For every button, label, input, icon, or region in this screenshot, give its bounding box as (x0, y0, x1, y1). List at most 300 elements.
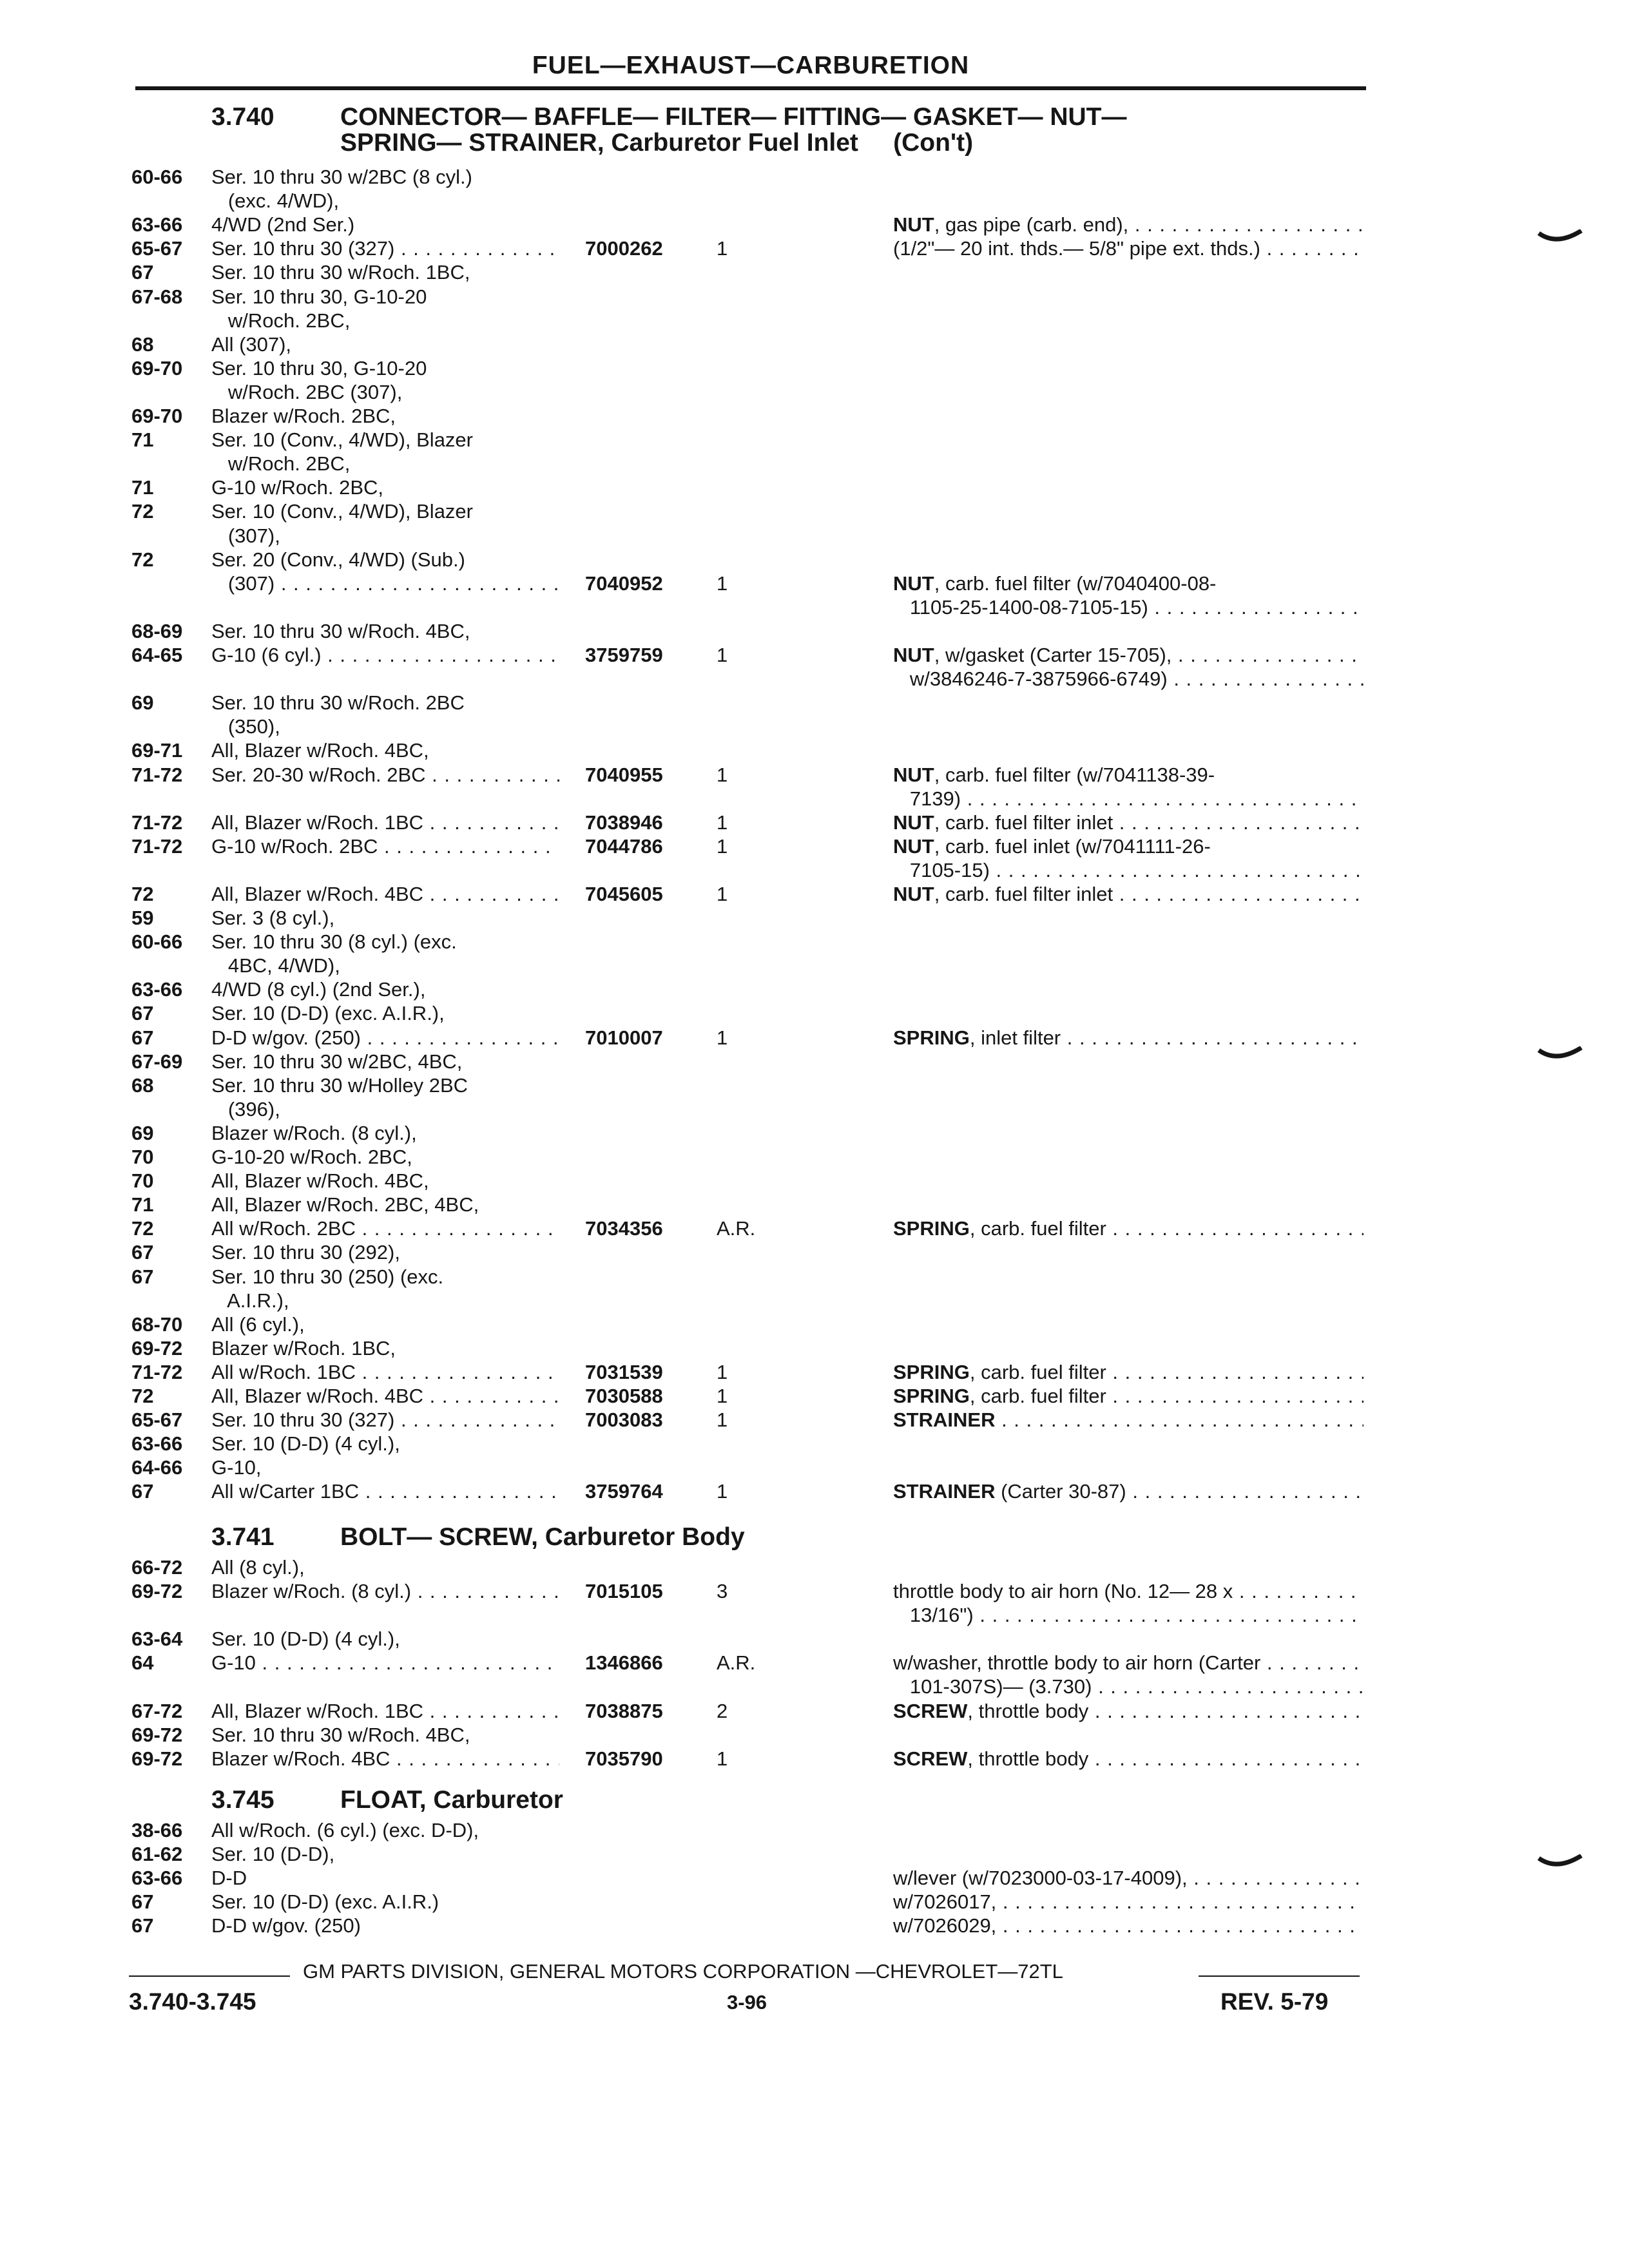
part-description (893, 1579, 1364, 1603)
usage-text: Ser. 20 (Conv., 4/WD) (Sub.) (211, 548, 465, 571)
table-row (0, 1675, 1629, 1698)
usage-text: All, Blazer w/Roch. 4BC (211, 883, 424, 905)
footer-corporation: GM PARTS DIVISION, GENERAL MOTORS CORPORATION —CHEVROLET—72TL (303, 1960, 1063, 1983)
part-detail: 101-307S)— (3.730) (893, 1675, 1092, 1698)
footer-rule-left (129, 1975, 290, 1977)
usage-description (211, 1312, 559, 1336)
part-description (893, 1384, 1364, 1408)
part-detail: w/washer, throttle body to air horn (Carter (893, 1651, 1261, 1674)
part-name: NUT (893, 835, 934, 858)
footer-page-number: 3-96 (727, 1991, 767, 2013)
year-range: 68 (131, 333, 154, 356)
table-row (0, 1169, 1629, 1193)
year-range: 67 (131, 1914, 154, 1937)
part-description (893, 1026, 1364, 1050)
table-row (0, 165, 1629, 189)
table-row (0, 572, 1629, 595)
section-title-line-2: SPRING— STRAINER, Carburetor Fuel Inlet (Con't) (340, 129, 974, 157)
part-description (893, 763, 1364, 787)
part-number: 3759764 (585, 1480, 663, 1503)
usage-text: G-10-20 w/Roch. 2BC, (211, 1146, 412, 1168)
usage-text: Ser. 10 thru 30 w/Holley 2BC (211, 1074, 468, 1097)
usage-text: A.I.R.), (211, 1289, 289, 1312)
year-range: 68 (131, 1074, 154, 1097)
year-range: 72 (131, 500, 154, 523)
usage-text: 4/WD (2nd Ser.) (211, 213, 355, 236)
part-detail: w/lever (w/7023000-03-17-4009), (893, 1867, 1188, 1889)
year-range: 63-66 (131, 1432, 183, 1455)
part-name: STRAINER (893, 1408, 996, 1431)
year-range: 71-72 (131, 835, 183, 858)
usage-text: 4BC, 4/WD), (211, 954, 340, 977)
year-range: 71 (131, 1193, 154, 1216)
usage-description (211, 882, 559, 906)
year-range: 72 (131, 548, 154, 571)
usage-description (211, 1097, 559, 1121)
usage-text: (307) (211, 572, 275, 595)
usage-description (211, 572, 559, 595)
quantity: 1 (717, 883, 728, 905)
table-row (0, 236, 1629, 260)
usage-text: Ser. 10 thru 30 (327) (211, 237, 395, 260)
part-description (893, 1360, 1364, 1384)
usage-text: Ser. 10 thru 30 w/Roch. 2BC (211, 691, 465, 714)
quantity: 3 (717, 1580, 728, 1602)
usage-description (211, 1479, 559, 1503)
usage-description (211, 619, 559, 643)
usage-text: All (8 cyl.), (211, 1556, 305, 1579)
table-row (0, 1555, 1629, 1579)
part-detail: , throttle body (967, 1747, 1089, 1770)
year-range: 68-69 (131, 620, 183, 642)
usage-description (211, 452, 559, 476)
table-row (0, 619, 1629, 643)
table-row (0, 1384, 1629, 1408)
part-name: NUT (893, 883, 934, 905)
usage-description (211, 1651, 559, 1675)
table-row (0, 1699, 1629, 1723)
table-row (0, 1914, 1629, 1937)
part-name: SPRING (893, 1217, 970, 1240)
usage-description (211, 1026, 559, 1050)
section-title: BOLT— SCREW, Carburetor Body (340, 1523, 745, 1551)
table-row (0, 1265, 1629, 1289)
usage-text: All, Blazer w/Roch. 4BC, (211, 739, 429, 762)
part-number: 7030588 (585, 1385, 663, 1407)
usage-description (211, 1289, 559, 1312)
usage-text: G-10 w/Roch. 2BC, (211, 476, 384, 499)
usage-text: Blazer w/Roch. 2BC, (211, 405, 396, 427)
usage-description (211, 1747, 559, 1771)
part-detail: (1/2"— 20 int. thds.— 5/8" pipe ext. thds.) (893, 237, 1260, 260)
year-range: 69-70 (131, 405, 183, 427)
usage-text: Ser. 10 (D-D), (211, 1843, 335, 1865)
part-number: 7040952 (585, 572, 663, 595)
part-detail: , carb. fuel filter inlet (934, 883, 1113, 905)
usage-text: D-D w/gov. (250) (211, 1026, 361, 1049)
usage-text: w/Roch. 2BC, (211, 452, 351, 475)
usage-description (211, 1555, 559, 1579)
year-range: 67-69 (131, 1050, 183, 1073)
usage-text: All, Blazer w/Roch. 1BC (211, 811, 424, 834)
part-detail: throttle body to air horn (No. 12— 28 x (893, 1580, 1233, 1602)
usage-description (211, 811, 559, 834)
usage-text: Ser. 10 thru 30 w/2BC, 4BC, (211, 1050, 463, 1073)
part-description (893, 834, 1364, 858)
table-row (0, 1216, 1629, 1240)
usage-description (211, 309, 559, 332)
usage-description (211, 1723, 559, 1747)
year-range: 67-72 (131, 1700, 183, 1722)
table-row (0, 380, 1629, 404)
part-name: NUT (893, 572, 934, 595)
table-row (0, 548, 1629, 572)
usage-text: Ser. 10 (Conv., 4/WD), Blazer (211, 500, 473, 523)
usage-description (211, 1216, 559, 1240)
margin-tick-icon (1537, 1046, 1583, 1064)
part-number: 1346866 (585, 1651, 663, 1674)
usage-text: Blazer w/Roch. 4BC (211, 1747, 390, 1770)
part-detail: w/7026017, (893, 1890, 997, 1913)
quantity: 1 (717, 1361, 728, 1383)
year-range: 67 (131, 1265, 154, 1288)
table-row (0, 787, 1629, 811)
section-title-line-1: CONNECTOR— BAFFLE— FILTER— FITTING— GASKET— NUT— (340, 103, 1127, 131)
year-range: 71-72 (131, 811, 183, 834)
part-number: 7003083 (585, 1408, 663, 1431)
part-number: 3759759 (585, 644, 663, 666)
table-row (0, 404, 1629, 428)
year-range: 71-72 (131, 764, 183, 786)
table-row (0, 213, 1629, 236)
usage-description (211, 476, 559, 499)
year-range: 71 (131, 476, 154, 499)
usage-text: All, Blazer w/Roch. 1BC (211, 1700, 424, 1722)
usage-description (211, 1384, 559, 1408)
table-row (0, 1050, 1629, 1073)
table-row (0, 1193, 1629, 1216)
table-row (0, 834, 1629, 858)
year-range: 69 (131, 1122, 154, 1144)
page-title: FUEL—EXHAUST—CARBURETION (532, 52, 970, 79)
table-row (0, 1456, 1629, 1479)
year-range: 64 (131, 1651, 154, 1674)
quantity: 1 (717, 1480, 728, 1503)
table-row (0, 1818, 1629, 1842)
part-description (893, 213, 1364, 236)
table-row (0, 1312, 1629, 1336)
table-row (0, 1603, 1629, 1627)
usage-text: 4/WD (8 cyl.) (2nd Ser.), (211, 978, 426, 1001)
part-detail: , inlet filter (969, 1026, 1061, 1049)
year-range: 63-66 (131, 213, 183, 236)
part-description (893, 858, 1364, 882)
year-range: 67-68 (131, 285, 183, 308)
year-range: 38-66 (131, 1819, 183, 1841)
part-description (893, 595, 1364, 619)
part-detail: , carb. fuel filter (969, 1217, 1106, 1240)
usage-description (211, 930, 559, 954)
usage-description (211, 236, 559, 260)
part-description (893, 1479, 1364, 1503)
year-range: 72 (131, 1217, 154, 1240)
usage-description (211, 1866, 559, 1890)
part-description (893, 1216, 1364, 1240)
usage-text: (exc. 4/WD), (211, 189, 340, 212)
quantity: 1 (717, 644, 728, 666)
usage-description (211, 1890, 559, 1914)
quantity: 2 (717, 1700, 728, 1722)
usage-description (211, 499, 559, 523)
usage-text: Ser. 10 (D-D) (exc. A.I.R.), (211, 1002, 445, 1024)
table-row (0, 1432, 1629, 1456)
usage-text: All, Blazer w/Roch. 2BC, 4BC, (211, 1193, 479, 1216)
table-row (0, 1408, 1629, 1432)
quantity: A.R. (717, 1217, 756, 1240)
usage-text: Ser. 10 thru 30 w/Roch. 1BC, (211, 261, 470, 284)
table-row (0, 524, 1629, 548)
part-name: SPRING (893, 1385, 970, 1407)
table-row (0, 1890, 1629, 1914)
usage-text: All w/Roch. 1BC (211, 1361, 356, 1383)
usage-description (211, 213, 559, 236)
table-row (0, 977, 1629, 1001)
usage-description (211, 1818, 559, 1842)
section-number: 3.741 (211, 1523, 275, 1551)
part-detail: 13/16") (893, 1604, 974, 1626)
table-row (0, 1289, 1629, 1312)
usage-description (211, 643, 559, 667)
usage-description (211, 1001, 559, 1025)
usage-description (211, 332, 559, 356)
part-description (893, 882, 1364, 906)
year-range: 70 (131, 1146, 154, 1168)
table-row (0, 930, 1629, 954)
footer-revision: REV. 5-79 (1220, 1988, 1329, 2015)
year-range: 60-66 (131, 930, 183, 953)
usage-text: Ser. 10 (D-D) (4 cyl.), (211, 1628, 400, 1650)
year-range: 67 (131, 1241, 154, 1264)
part-description (893, 1651, 1364, 1675)
part-name: NUT (893, 764, 934, 786)
usage-description (211, 1265, 559, 1289)
usage-description (211, 715, 559, 738)
year-range: 71-72 (131, 1361, 183, 1383)
usage-text: All (6 cyl.), (211, 1313, 305, 1336)
year-range: 69 (131, 691, 154, 714)
part-description (893, 643, 1364, 667)
usage-text: w/Roch. 2BC (307), (211, 381, 403, 403)
usage-description (211, 1408, 559, 1432)
usage-text: G-10 (211, 1651, 256, 1674)
part-description (893, 1747, 1364, 1771)
part-description (893, 1408, 1364, 1432)
table-row (0, 1145, 1629, 1169)
usage-description (211, 260, 559, 284)
part-detail: , carb. fuel filter inlet (934, 811, 1113, 834)
table-row (0, 691, 1629, 715)
table-row (0, 1747, 1629, 1771)
quantity: 1 (717, 835, 728, 858)
year-range: 65-67 (131, 237, 183, 260)
quantity: 1 (717, 1026, 728, 1049)
part-description (893, 572, 1364, 595)
year-range: 64-65 (131, 644, 183, 666)
usage-text: G-10, (211, 1456, 262, 1479)
part-description (893, 1699, 1364, 1723)
usage-description (211, 404, 559, 428)
part-detail: w/3846246-7-3875966-6749) (893, 668, 1168, 690)
quantity: 1 (717, 1747, 728, 1770)
usage-description (211, 285, 559, 309)
table-row (0, 1479, 1629, 1503)
usage-description (211, 1169, 559, 1193)
year-range: 67 (131, 1480, 154, 1503)
usage-text: All (307), (211, 333, 292, 356)
table-row (0, 499, 1629, 523)
part-description (893, 811, 1364, 834)
quantity: 1 (717, 572, 728, 595)
table-row (0, 1866, 1629, 1890)
table-row (0, 954, 1629, 977)
table-row (0, 476, 1629, 499)
usage-description (211, 1121, 559, 1145)
year-range: 71 (131, 428, 154, 451)
year-range: 69-71 (131, 739, 183, 762)
part-description (893, 1914, 1364, 1937)
usage-description (211, 356, 559, 380)
quantity: 1 (717, 1408, 728, 1431)
table-row (0, 260, 1629, 284)
table-row (0, 763, 1629, 787)
year-range: 59 (131, 907, 154, 929)
year-range: 69-72 (131, 1747, 183, 1770)
usage-description (211, 548, 559, 572)
quantity: 1 (717, 811, 728, 834)
table-row (0, 715, 1629, 738)
footer-section-range: 3.740-3.745 (129, 1988, 256, 2015)
usage-text: Blazer w/Roch. 1BC, (211, 1337, 396, 1360)
usage-text: Ser. 10 thru 30 (250) (exc. (211, 1265, 444, 1288)
part-number: 7045605 (585, 883, 663, 905)
usage-description (211, 1193, 559, 1216)
table-row (0, 1579, 1629, 1603)
usage-text: (396), (211, 1098, 280, 1120)
usage-description (211, 189, 559, 213)
part-description (893, 787, 1364, 811)
usage-text: Ser. 10 thru 30, G-10-20 (211, 285, 427, 308)
usage-description (211, 763, 559, 787)
table-row (0, 1723, 1629, 1747)
usage-text: Ser. 10 thru 30 w/Roch. 4BC, (211, 1724, 470, 1746)
section-number: 3.745 (211, 1786, 275, 1814)
table-row (0, 1121, 1629, 1145)
usage-text: All w/Roch. 2BC (211, 1217, 356, 1240)
usage-text: Ser. 10 thru 30 (8 cyl.) (exc. (211, 930, 457, 953)
part-description (893, 1890, 1364, 1914)
usage-text: Ser. 10 (D-D) (4 cyl.), (211, 1432, 400, 1455)
usage-description (211, 834, 559, 858)
part-number: 7031539 (585, 1361, 663, 1383)
part-name: NUT (893, 644, 934, 666)
part-detail: w/7026029, (893, 1914, 997, 1937)
usage-text: G-10 (6 cyl.) (211, 644, 322, 666)
year-range: 65-67 (131, 1408, 183, 1431)
year-range: 67 (131, 1002, 154, 1024)
table-row (0, 1336, 1629, 1360)
part-name: NUT (893, 811, 934, 834)
table-row (0, 285, 1629, 309)
year-range: 64-66 (131, 1456, 183, 1479)
part-number: 7000262 (585, 237, 663, 260)
year-range: 67 (131, 261, 154, 284)
usage-description (211, 165, 559, 189)
table-row (0, 738, 1629, 762)
usage-description (211, 738, 559, 762)
usage-text: D-D (211, 1867, 247, 1889)
usage-text: G-10 w/Roch. 2BC (211, 835, 378, 858)
usage-text: Ser. 10 thru 30 w/Roch. 4BC, (211, 620, 470, 642)
usage-text: (350), (211, 715, 280, 738)
table-row (0, 1842, 1629, 1866)
table-row (0, 595, 1629, 619)
usage-text: Ser. 10 thru 30 w/2BC (8 cyl.) (211, 166, 472, 188)
table-row (0, 906, 1629, 930)
table-row (0, 882, 1629, 906)
part-name: NUT (893, 213, 934, 236)
usage-description (211, 954, 559, 977)
usage-description (211, 524, 559, 548)
part-number: 7035790 (585, 1747, 663, 1770)
margin-tick-icon (1537, 1854, 1583, 1872)
table-row (0, 332, 1629, 356)
table-row (0, 1360, 1629, 1384)
usage-description (211, 1336, 559, 1360)
part-description (893, 1675, 1364, 1698)
part-detail: 7139) (893, 787, 961, 810)
usage-description (211, 1699, 559, 1723)
quantity: 1 (717, 764, 728, 786)
table-row (0, 1073, 1629, 1097)
part-name: SCREW (893, 1747, 968, 1770)
usage-text: Ser. 3 (8 cyl.), (211, 907, 335, 929)
part-detail: , carb. fuel inlet (w/7041111-26- (934, 835, 1211, 858)
table-row (0, 428, 1629, 452)
part-name: STRAINER (893, 1480, 996, 1503)
part-number: 7044786 (585, 835, 663, 858)
year-range: 72 (131, 1385, 154, 1407)
usage-text: All w/Roch. (6 cyl.) (exc. D-D), (211, 1819, 479, 1841)
usage-text: Blazer w/Roch. (8 cyl.) (211, 1580, 412, 1602)
usage-text: D-D w/gov. (250) (211, 1914, 361, 1937)
year-range: 69-72 (131, 1724, 183, 1746)
table-row (0, 667, 1629, 691)
year-range: 69-70 (131, 357, 183, 380)
year-range: 63-64 (131, 1628, 183, 1650)
year-range: 67 (131, 1026, 154, 1049)
year-range: 72 (131, 883, 154, 905)
usage-description (211, 1073, 559, 1097)
part-number: 7034356 (585, 1217, 663, 1240)
part-number: 7015105 (585, 1580, 663, 1602)
part-description (893, 1866, 1364, 1890)
part-detail: , carb. fuel filter (w/7040400-08- (934, 572, 1217, 595)
table-row (0, 189, 1629, 213)
part-description (893, 667, 1364, 691)
year-range: 63-66 (131, 978, 183, 1001)
section-number: 3.740 (211, 103, 275, 131)
year-range: 68-70 (131, 1313, 183, 1336)
